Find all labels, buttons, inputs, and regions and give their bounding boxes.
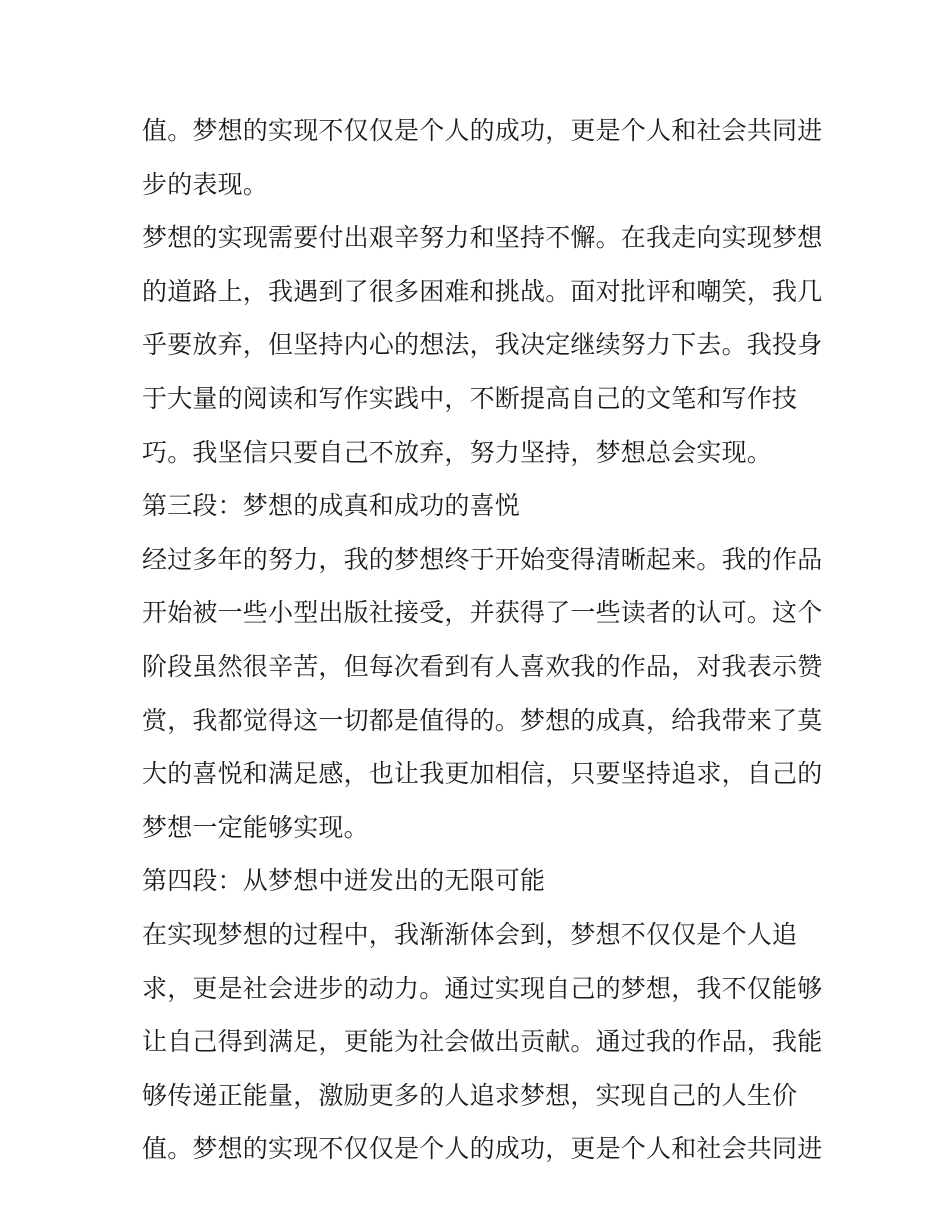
section-heading: 第四段：从梦想中迸发出的无限可能 bbox=[142, 866, 546, 896]
text-line: 值。梦想的实现不仅仅是个人的成功，更是个人和社会共同进 bbox=[142, 1134, 823, 1164]
text-line: 于大量的阅读和写作实践中，不断提高自己的文笔和写作技 bbox=[142, 383, 798, 413]
document-page bbox=[142, 104, 823, 1176]
text-line: 赏，我都觉得这一切都是值得的。梦想的成真，给我带来了莫 bbox=[142, 705, 823, 735]
text-line: 的道路上，我遇到了很多困难和挑战。面对批评和嘲笑，我几 bbox=[142, 276, 823, 306]
text-line: 值。梦想的实现不仅仅是个人的成功，更是个人和社会共同进 bbox=[142, 116, 823, 145]
text-line: 在实现梦想的过程中，我渐渐体会到，梦想不仅仅是个人追 bbox=[142, 919, 798, 949]
text-line: 阶段虽然很辛苦，但每次看到有人喜欢我的作品，对我表示赞 bbox=[142, 651, 823, 681]
text-line: 经过多年的努力，我的梦想终于开始变得清晰起来。我的作品 bbox=[142, 544, 823, 574]
text-line: 够传递正能量，激励更多的人追求梦想，实现自己的人生价 bbox=[142, 1080, 798, 1110]
text-line: 乎要放弃，但坚持内心的想法，我决定继续努力下去。我投身 bbox=[142, 330, 823, 360]
text-line: 步的表现。 bbox=[142, 169, 269, 199]
text-line: 梦想的实现需要付出艰辛努力和坚持不懈。在我走向实现梦想 bbox=[142, 223, 823, 253]
text-line: 求，更是社会进步的动力。通过实现自己的梦想，我不仅能够 bbox=[142, 973, 823, 1003]
text-line: 梦想一定能够实现。 bbox=[142, 812, 369, 842]
text-line: 大的喜悦和满足感，也让我更加相信，只要坚持追求，自己的 bbox=[142, 759, 823, 789]
text-line: 让自己得到满足，更能为社会做出贡献。通过我的作品，我能 bbox=[142, 1027, 823, 1057]
text-line: 巧。我坚信只要自己不放弃，努力坚持，梦想总会实现。 bbox=[142, 437, 773, 467]
text-line: 开始被一些小型出版社接受，并获得了一些读者的认可。这个 bbox=[142, 598, 823, 628]
section-heading: 第三段：梦想的成真和成功的喜悦 bbox=[142, 491, 521, 521]
